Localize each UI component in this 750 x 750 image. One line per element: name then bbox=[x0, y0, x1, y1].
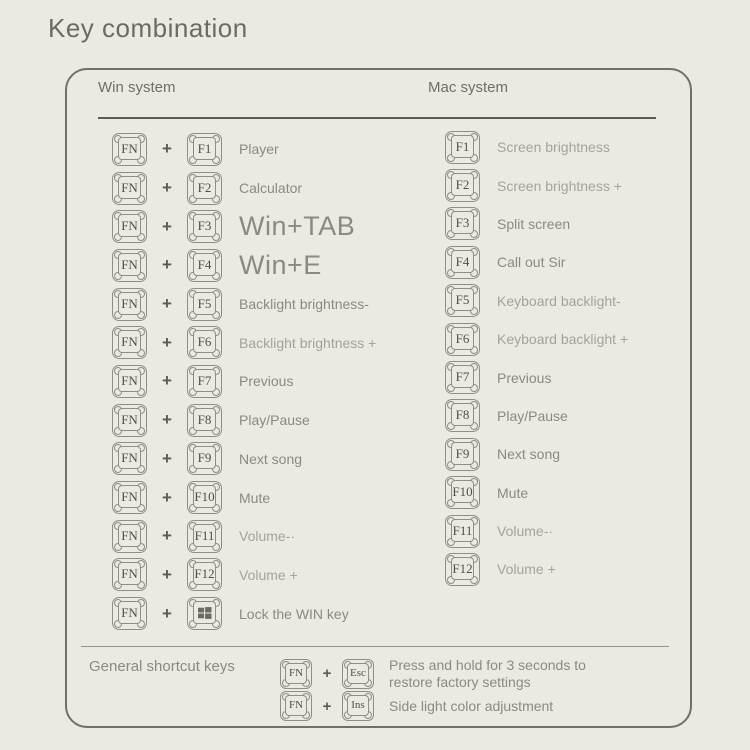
keycap-label: F6 bbox=[197, 334, 212, 350]
keycap-label: F8 bbox=[197, 411, 212, 427]
keycap-face bbox=[451, 250, 474, 273]
shortcut-description: Previous bbox=[497, 369, 552, 386]
key-f7 bbox=[187, 365, 222, 398]
keycap-label: FN bbox=[121, 372, 138, 388]
mac-shortcut-row bbox=[445, 397, 628, 435]
key-f6 bbox=[187, 326, 222, 359]
header-divider-line bbox=[98, 117, 656, 119]
mac-shortcut-row bbox=[445, 512, 628, 550]
keycap-face bbox=[118, 137, 141, 160]
keycap-label: F3 bbox=[455, 215, 470, 231]
keycap-face bbox=[193, 137, 216, 160]
mac-shortcut-row bbox=[445, 435, 628, 473]
key-f12 bbox=[187, 558, 222, 591]
shortcut-description: Next song bbox=[239, 450, 303, 467]
keycap-face bbox=[451, 557, 474, 580]
key-fn bbox=[112, 288, 147, 321]
general-shortcut-list bbox=[280, 657, 601, 722]
shortcut-description: Mute bbox=[497, 484, 529, 501]
key-f9 bbox=[445, 438, 480, 471]
keycap-label: FN bbox=[288, 666, 304, 679]
keycap-label: FN bbox=[121, 218, 138, 234]
keycap-face bbox=[451, 211, 474, 234]
key-fn bbox=[280, 691, 312, 721]
mac-shortcut-row bbox=[445, 205, 628, 243]
keycap-label: F11 bbox=[452, 522, 473, 538]
general-divider-line bbox=[81, 646, 669, 647]
keycap-label: F7 bbox=[455, 369, 470, 385]
keycap-face bbox=[451, 365, 474, 388]
mac-shortcut-row bbox=[445, 128, 628, 166]
general-shortcut-row bbox=[280, 690, 601, 722]
keycap-face bbox=[451, 327, 474, 350]
key-f4 bbox=[445, 246, 480, 279]
key-fn bbox=[112, 597, 147, 630]
key-f10 bbox=[187, 481, 222, 514]
keycap-face bbox=[118, 292, 141, 315]
keycap-label: F10 bbox=[452, 484, 473, 500]
keycap-label: F6 bbox=[455, 330, 470, 346]
keycap-face bbox=[451, 442, 474, 465]
mac-shortcut-row bbox=[445, 550, 628, 588]
win-shortcut-row bbox=[112, 440, 376, 479]
plus-sign: + bbox=[322, 697, 332, 715]
plus-sign: + bbox=[162, 294, 172, 314]
keycap-face bbox=[193, 176, 216, 199]
win-shortcut-row bbox=[112, 207, 376, 246]
keycap-face bbox=[118, 408, 141, 431]
keycap-label: FN bbox=[121, 411, 138, 427]
mac-system-header: Mac system bbox=[428, 79, 509, 96]
key-f6 bbox=[445, 323, 480, 356]
keycap-face bbox=[118, 253, 141, 276]
shortcut-description: Call out Sir bbox=[497, 254, 566, 271]
key-combination-panel bbox=[65, 68, 692, 728]
keycap-face bbox=[118, 446, 141, 469]
keycap-face bbox=[451, 135, 474, 158]
keycap-face bbox=[347, 663, 369, 684]
plus-sign: + bbox=[322, 665, 332, 683]
keycap-face bbox=[451, 480, 474, 503]
keycap-face bbox=[193, 524, 216, 547]
key-fn bbox=[112, 210, 147, 243]
plus-sign: + bbox=[162, 371, 172, 391]
key-f8 bbox=[187, 404, 222, 437]
win-shortcut-row bbox=[112, 517, 376, 556]
keycap-face bbox=[193, 330, 216, 353]
win-shortcut-row bbox=[112, 478, 376, 517]
shortcut-description: Win+TAB bbox=[239, 211, 356, 242]
keycap-label: F1 bbox=[197, 140, 212, 156]
keycap-label: F12 bbox=[452, 560, 473, 576]
keycap-label: F12 bbox=[194, 566, 215, 582]
plus-sign: + bbox=[162, 410, 172, 430]
plus-sign: + bbox=[162, 178, 172, 198]
key-fn bbox=[112, 133, 147, 166]
win-shortcut-list bbox=[112, 130, 376, 633]
mac-shortcut-row bbox=[445, 282, 628, 320]
key-fn bbox=[112, 365, 147, 398]
keycap-label: FN bbox=[121, 527, 138, 543]
keycap-face bbox=[451, 173, 474, 196]
plus-sign: + bbox=[162, 216, 172, 236]
key-f1 bbox=[445, 131, 480, 164]
keycap-label: F3 bbox=[197, 218, 212, 234]
keycap-face bbox=[193, 292, 216, 315]
win-shortcut-row bbox=[112, 169, 376, 208]
win-shortcut-row bbox=[112, 362, 376, 401]
keycap-label: F4 bbox=[455, 253, 470, 269]
keycap-label: FN bbox=[121, 566, 138, 582]
keycap-label: F8 bbox=[455, 407, 470, 423]
shortcut-description: Press and hold for 3 seconds to restore factory settings bbox=[389, 657, 586, 690]
win-shortcut-row bbox=[112, 556, 376, 595]
keycap-label: FN bbox=[121, 605, 138, 621]
win-shortcut-row bbox=[112, 323, 376, 362]
shortcut-description: Volume-· bbox=[239, 528, 296, 545]
keycap-face bbox=[193, 485, 216, 508]
shortcut-description: Lock the WIN key bbox=[239, 605, 349, 622]
keycap-label: Esc bbox=[350, 666, 366, 679]
key-f9 bbox=[187, 442, 222, 475]
shortcut-description: Keyboard backlight- bbox=[497, 292, 621, 309]
key-esc bbox=[342, 659, 374, 689]
keycap-label: F5 bbox=[455, 292, 470, 308]
shortcut-description: Split screen bbox=[497, 215, 571, 232]
key-f3 bbox=[445, 207, 480, 240]
shortcut-description: Screen brightness + bbox=[497, 177, 622, 194]
key-f5 bbox=[445, 284, 480, 317]
keycap-face bbox=[118, 330, 141, 353]
windows-logo-icon bbox=[198, 607, 212, 619]
plus-sign: + bbox=[162, 332, 172, 352]
keycap-label: F9 bbox=[455, 445, 470, 461]
keycap-face bbox=[118, 176, 141, 199]
keycap-face bbox=[451, 288, 474, 311]
shortcut-description: Backlight brightness + bbox=[239, 334, 377, 351]
keycap-label: FN bbox=[121, 334, 138, 350]
win-shortcut-row bbox=[112, 594, 376, 633]
key-f8 bbox=[445, 399, 480, 432]
keycap-label: FN bbox=[288, 699, 304, 712]
keycap-face bbox=[193, 446, 216, 469]
plus-sign: + bbox=[162, 255, 172, 275]
keycap-label: FN bbox=[121, 450, 138, 466]
key-fn bbox=[112, 249, 147, 282]
keycap-face bbox=[193, 369, 216, 392]
shortcut-description: Volume + bbox=[497, 561, 556, 578]
keycap-face bbox=[451, 519, 474, 542]
key-fn bbox=[112, 404, 147, 437]
key-fn bbox=[112, 558, 147, 591]
keycap-label: F7 bbox=[197, 372, 212, 388]
key-f2 bbox=[187, 172, 222, 205]
key-fn bbox=[112, 172, 147, 205]
key-f11 bbox=[445, 515, 480, 548]
shortcut-description: Next song bbox=[497, 446, 561, 463]
key-f5 bbox=[187, 288, 222, 321]
win-shortcut-row bbox=[112, 285, 376, 324]
keycap-label: FN bbox=[121, 256, 138, 272]
keycap-face bbox=[451, 403, 474, 426]
keycap-face bbox=[193, 408, 216, 431]
keycap-label: F2 bbox=[197, 179, 212, 195]
win-shortcut-row bbox=[112, 401, 376, 440]
keycap-face bbox=[118, 214, 141, 237]
key-f7 bbox=[445, 361, 480, 394]
keycap-face bbox=[193, 601, 216, 624]
keycap-label: FN bbox=[121, 179, 138, 195]
key-f2 bbox=[445, 169, 480, 202]
keycap-face bbox=[118, 524, 141, 547]
keycap-label: F9 bbox=[197, 450, 212, 466]
plus-sign: + bbox=[162, 487, 172, 507]
key-f3 bbox=[187, 210, 222, 243]
plus-sign: + bbox=[162, 139, 172, 159]
keycap-label: Ins bbox=[351, 699, 365, 712]
keycap-face bbox=[118, 562, 141, 585]
key-ins bbox=[342, 691, 374, 721]
shortcut-description: Play/Pause bbox=[497, 407, 568, 424]
shortcut-description: Win+E bbox=[239, 249, 322, 280]
keycap-label: F4 bbox=[197, 256, 212, 272]
shortcut-description: Mute bbox=[239, 489, 271, 506]
shortcut-description: Player bbox=[239, 141, 279, 158]
shortcut-description: Previous bbox=[239, 373, 294, 390]
shortcut-description: Volume + bbox=[239, 566, 298, 583]
keycap-label: F10 bbox=[194, 489, 215, 505]
shortcut-description: Backlight brightness- bbox=[239, 296, 369, 313]
key-fn bbox=[112, 481, 147, 514]
mac-shortcut-row bbox=[445, 320, 628, 358]
key-f1 bbox=[187, 133, 222, 166]
key-fn bbox=[112, 326, 147, 359]
page-title: Key combination bbox=[48, 13, 248, 43]
plus-sign: + bbox=[162, 564, 172, 584]
mac-shortcut-row bbox=[445, 166, 628, 204]
keycap-face bbox=[118, 485, 141, 508]
shortcut-description: Volume-· bbox=[497, 523, 554, 540]
key-fn bbox=[112, 442, 147, 475]
keycap-face bbox=[118, 369, 141, 392]
shortcut-description: Calculator bbox=[239, 180, 303, 197]
mac-shortcut-list bbox=[445, 128, 628, 589]
keycap-label: FN bbox=[121, 295, 138, 311]
mac-shortcut-row bbox=[445, 358, 628, 396]
key-win bbox=[187, 597, 222, 630]
keycap-face bbox=[285, 695, 307, 716]
keycap-face bbox=[193, 214, 216, 237]
win-shortcut-row bbox=[112, 246, 376, 285]
keycap-label: FN bbox=[121, 489, 138, 505]
key-f4 bbox=[187, 249, 222, 282]
win-system-header: Win system bbox=[98, 79, 176, 96]
general-shortcut-row bbox=[280, 657, 601, 690]
shortcut-description: Keyboard backlight + bbox=[497, 331, 629, 348]
key-fn bbox=[112, 520, 147, 553]
keycap-face bbox=[193, 253, 216, 276]
shortcut-description: Play/Pause bbox=[239, 412, 310, 429]
keycap-face bbox=[347, 695, 369, 716]
keycap-face bbox=[193, 562, 216, 585]
keycap-face bbox=[118, 601, 141, 624]
keycap-face bbox=[285, 663, 307, 684]
plus-sign: + bbox=[162, 526, 172, 546]
win-shortcut-row bbox=[112, 130, 376, 169]
shortcut-description: Side light color adjustment bbox=[389, 697, 554, 714]
plus-sign: + bbox=[162, 448, 172, 468]
keycap-label: F1 bbox=[455, 138, 470, 154]
key-f12 bbox=[445, 553, 480, 586]
key-fn bbox=[280, 659, 312, 689]
keycap-label: F2 bbox=[455, 177, 470, 193]
key-f11 bbox=[187, 520, 222, 553]
keycap-label: F5 bbox=[197, 295, 212, 311]
general-shortcut-label: General shortcut keys bbox=[89, 658, 235, 675]
mac-shortcut-row bbox=[445, 474, 628, 512]
keycap-label: F11 bbox=[194, 527, 215, 543]
keycap-label: FN bbox=[121, 140, 138, 156]
key-f10 bbox=[445, 476, 480, 509]
plus-sign: + bbox=[162, 603, 172, 623]
mac-shortcut-row bbox=[445, 243, 628, 281]
shortcut-description: Screen brightness bbox=[497, 139, 610, 156]
